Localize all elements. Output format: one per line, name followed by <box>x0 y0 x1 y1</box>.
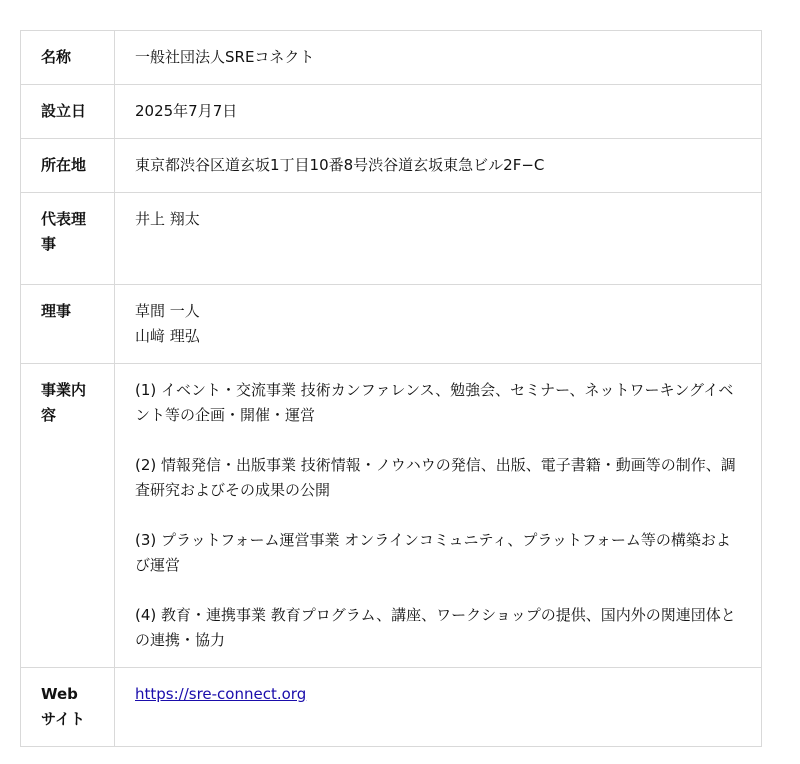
website-link[interactable]: https://sre-connect.org <box>135 685 307 703</box>
table-row-address <box>21 139 762 193</box>
director-name: 草間 一人 <box>135 302 200 320</box>
table-row-name <box>21 31 762 85</box>
row-label-business: 事業内容 <box>21 364 115 668</box>
row-value-website <box>115 668 762 747</box>
business-item: (4) 教育・連携事業 教育プログラム、講座、ワークショップの提供、国内外の関連団体との連携・協力 <box>135 606 736 649</box>
row-label-website: Web サイト <box>21 668 115 747</box>
business-item: (1) イベント・交流事業 技術カンファレンス、勉強会、セミナー、ネットワーキングイベント等の企画・開催・運営 <box>135 381 734 424</box>
business-item: (2) 情報発信・出版事業 技術情報・ノウハウの発信、出版、電子書籍・動画等の制作、調査研究およびその成果の公開 <box>135 456 736 499</box>
row-value-address: 東京都渋谷区道玄坂1丁目10番8号渋谷道玄坂東急ビル2F−C <box>115 139 762 193</box>
row-label-name: 名称 <box>21 31 115 85</box>
organization-info-table <box>20 30 762 747</box>
table-row-business <box>21 364 762 668</box>
row-label-address: 所在地 <box>21 139 115 193</box>
row-value-representative: 井上 翔太 <box>115 193 762 285</box>
business-item: (3) プラットフォーム運営事業 オンラインコミュニティ、プラットフォーム等の構築および運営 <box>135 531 731 574</box>
row-value-business <box>115 364 762 668</box>
table-row-website <box>21 668 762 747</box>
row-value-name: 一般社団法人SREコネクト <box>115 31 762 85</box>
row-value-directors <box>115 285 762 364</box>
row-value-established: 2025年7月7日 <box>115 85 762 139</box>
table-row-directors <box>21 285 762 364</box>
row-label-established: 設立日 <box>21 85 115 139</box>
director-name: 山﨑 理弘 <box>135 327 200 345</box>
row-label-representative: 代表理事 <box>21 193 115 285</box>
table-row-representative <box>21 193 762 285</box>
row-label-directors: 理事 <box>21 285 115 364</box>
table-row-established <box>21 85 762 139</box>
